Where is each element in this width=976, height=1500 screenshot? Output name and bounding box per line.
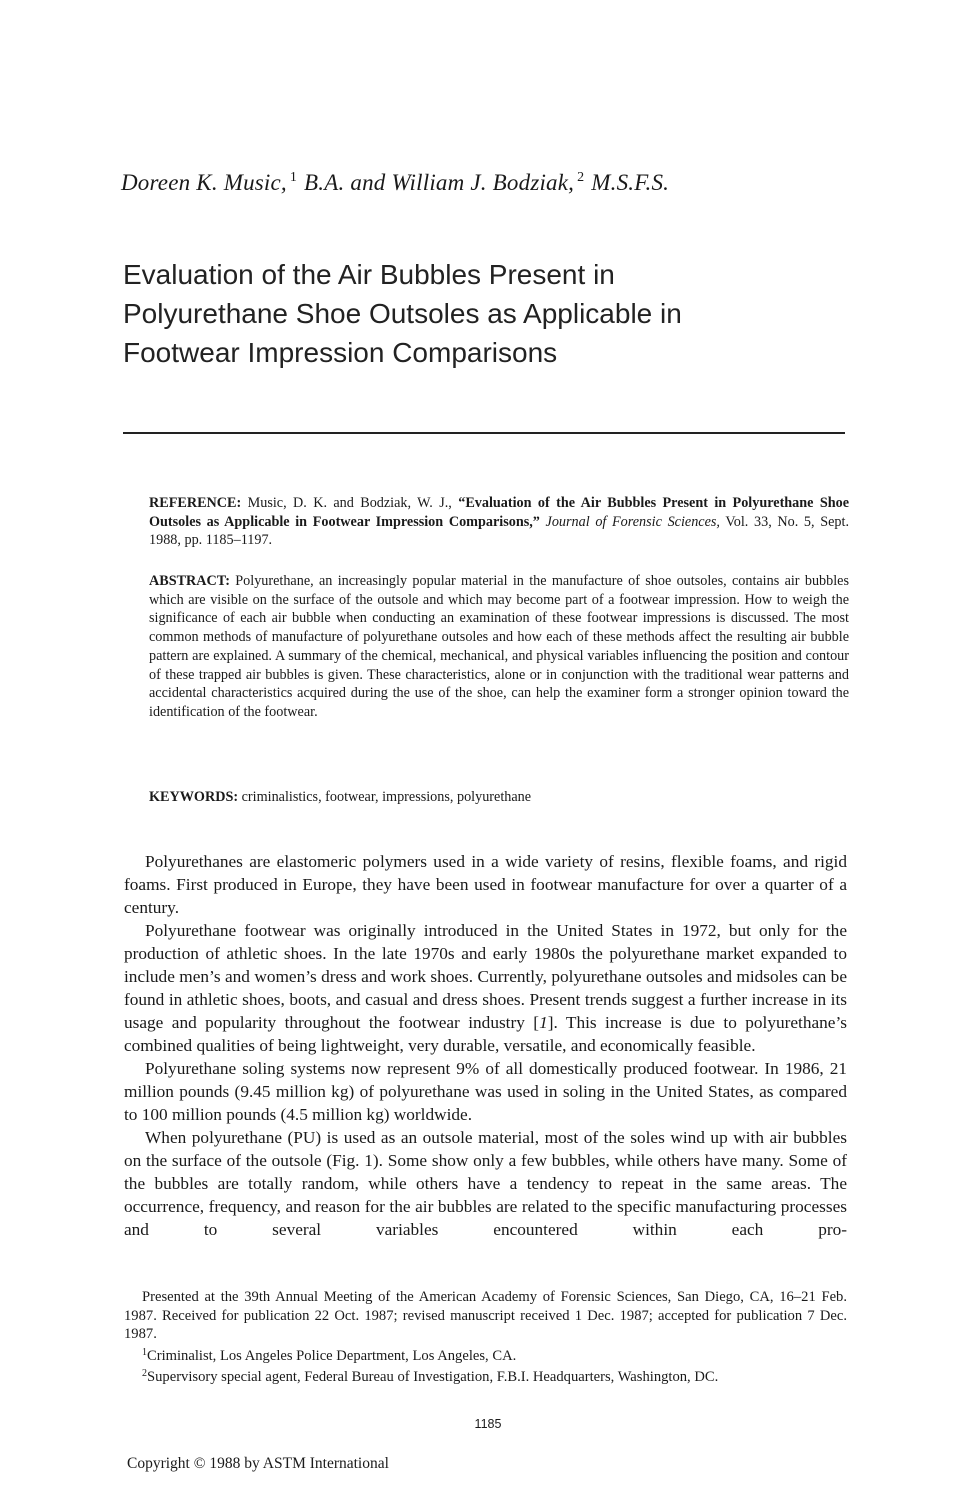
footnote-1 (124, 1344, 847, 1366)
keywords-text: criminalistics, footwear, impressions, polyurethane (241, 789, 532, 805)
title-line: Polyurethane Shoe Outsoles as Applicable in (123, 298, 682, 329)
article-title (123, 255, 863, 372)
reference-paragraph (149, 494, 849, 550)
reference-authors: Music, D. K. and Bodziak, W. J., (247, 495, 452, 511)
footnote-2-text: Supervisory special agent, Federal Bureau of Investigation, F.B.I. Headquarters, Washington, DC. (147, 1369, 719, 1385)
reference-citation: Vol. 33, No. 5, Sept. 1988, pp. 1185–1197. (149, 513, 849, 549)
footnote-2 (124, 1365, 847, 1387)
author-line (121, 170, 669, 196)
page-number: 1185 (474, 1417, 502, 1431)
author1-degree: B.A. (304, 170, 345, 195)
footnotes (124, 1288, 847, 1387)
title-line: Footwear Impression Comparisons (123, 337, 558, 368)
footnote-1-mark: 1 (142, 1346, 147, 1358)
keywords-paragraph (149, 788, 849, 807)
body-paragraph: Polyurethanes are elastomeric polymers used in a wide variety of resins, flexible foams, and rigid foams. First produced in Europe, they have been used in footwear manufacture for over a quarter of a century. (124, 852, 847, 917)
reference-title: “Evaluation of the Air Bubbles Present in Polyurethane Shoe Outsoles as Applicable in Footwear Impression Comparisons,” (149, 495, 850, 530)
title-line: Evaluation of the Air Bubbles Present in (123, 259, 615, 290)
title-divider (123, 432, 845, 434)
reference-label: REFERENCE: (149, 495, 242, 511)
body-paragraph: When polyurethane (PU) is used as an outsole material, most of the soles wind up with air bubbles on the surface of the outsole (Fig. 1). Some show only a few bubbles, while others have many. Some of the bubbles are totally random, while others have a tendency to repeat in the same areas. The occurrence, frequency, and reason for the air bubbles are related to the specific manufacturing processes and to several variables encountered within each pro- (124, 1128, 847, 1239)
article-body (124, 850, 847, 1241)
body-paragraph: Polyurethane soling systems now represent 9% of all domestically produced footwear. In 1986, 21 million pounds (9.45 million kg) of polyurethane was used in soling in the United States, as compared to 100 million pounds (4.5 million kg) worldwide. (124, 1059, 847, 1124)
footnote-1-text: Criminalist, Los Angeles Police Department, Los Angeles, CA. (147, 1347, 517, 1364)
author2-degree: M.S.F.S. (591, 170, 670, 195)
author1-name: Doreen K. Music, (121, 170, 287, 195)
body-text-span: ]. This increase is due to polyurethane’s combined qualities of being lightweight, very durable, versatile, and economically feasible. (124, 1013, 847, 1055)
abstract-label: ABSTRACT: (149, 573, 230, 589)
reference-number: 1 (539, 1013, 548, 1032)
keywords-label: KEYWORDS: (149, 789, 239, 805)
author2-name: William J. Bodziak, (391, 170, 575, 195)
footnote-2-mark: 2 (142, 1368, 147, 1379)
author2-footnote-mark: 2 (577, 170, 585, 185)
author-conjunction: and (350, 170, 386, 195)
reference-journal: Journal of Forensic Sciences, (545, 513, 720, 530)
body-text-span: Polyurethane footwear was originally introduced in the United States in 1972, but only for the production of athletic shoes. In the late 1970s and early 1980s the polyurethane market expanded to include men’s and women’s dress and work shoes. Currently, polyurethane outsoles and midsoles can be found in athletic shoes, boots, and casual and dress shoes. Present trends suggest a further increase in its usage and popularity throughout the footwear industry [ (124, 921, 847, 1032)
body-paragraph (124, 919, 847, 1057)
copyright-notice: Copyright © 1988 by ASTM International (127, 1455, 389, 1472)
author1-footnote-mark: 1 (289, 170, 298, 185)
abstract-text: Polyurethane, an increasingly popular material in the manufacture of shoe outsoles, contains air bubbles which are visible on the surface of the outsole and which may become part of a footwear impression. How to weigh the significance of each air bubble when conducting an examination of these footwear impressions is discussed. The most common methods of manufacture of polyurethane outsoles and how each of these methods affect the resulting air bubble pattern are explained. A summary of the chemical, mechanical, and physical variables influencing the position and contour of these trapped air bubbles is given. These characteristics, alone or in conjunction with the traditional wear patterns and accidental characteristics acquired during the use of the shoe, can help the examiner form a stronger opinion toward the identification of the footwear. (149, 573, 849, 720)
abstract-paragraph (149, 572, 849, 722)
footnote-presented: Presented at the 39th Annual Meeting of the American Academy of Forensic Sciences, San Diego, CA, 16–21 Feb. 1987. Received for publication 22 Oct. 1987; revised manuscript received 1 Dec. 1987; accepted for publication 7 Dec. 1987. (124, 1289, 847, 1342)
